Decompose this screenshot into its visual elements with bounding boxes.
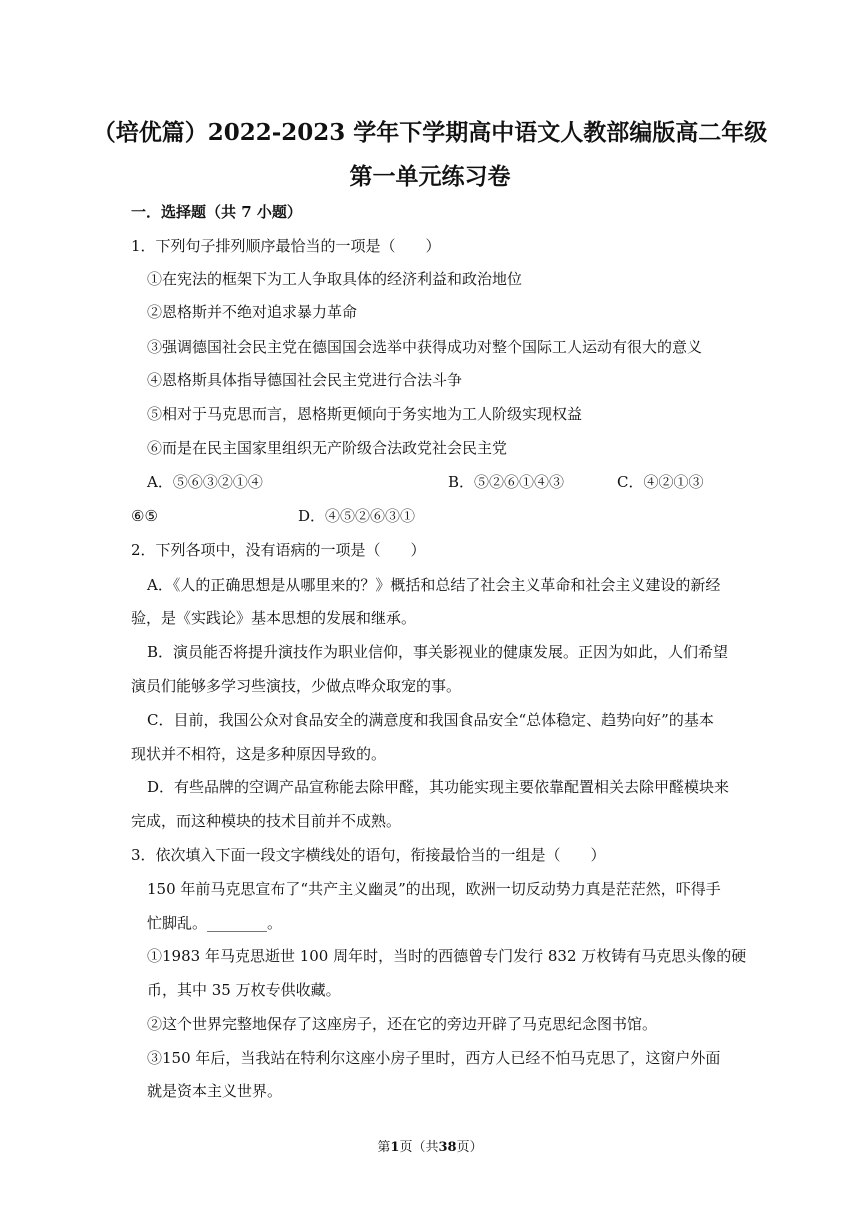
q2-option-a-line2: 验，是《实践论》基本思想的发展和继承。 [131,609,417,627]
q1-item-6: ⑥而是在民主国家里组织无产阶级合法政党社会民主党 [147,439,508,457]
q1-option-b: B．⑤②⑥①④③ [448,473,565,491]
q1-item-2: ②恩格斯并不绝对追求暴力革命 [147,303,358,321]
footer-middle: 页（共 [399,1140,439,1155]
q1-item-5: ⑤相对于马克思而言，恩格斯更倾向于务实地为工人阶级实现权益 [147,405,583,423]
q3-stem: 3．依次填入下面一段文字横线处的语句，衔接最恰当的一组是（ ） [131,846,606,864]
footer-suffix: 页） [456,1140,483,1155]
footer-page-number: 1 [390,1140,400,1155]
q1-option-c-continued: ⑥⑤ [131,507,158,525]
q1-item-4: ④恩格斯具体指导德国社会民主党进行合法斗争 [147,371,463,389]
footer-prefix: 第 [377,1140,391,1155]
q2-option-d-line2: 完成，而这种模块的技术目前并不成熟。 [131,812,402,830]
q3-passage-line1: 150 年前马克思宣布了“共产主义幽灵”的出现，欧洲一切反动势力真是茫茫然，吓得手 [147,880,721,898]
q2-option-b-line2: 演员们能够多学习些演技，少做点哗众取宠的事。 [131,677,462,695]
q1-stem: 1．下列句子排列顺序最恰当的一项是（ ） [131,237,441,255]
q1-item-3: ③强调德国社会民主党在德国国会选举中获得成功对整个国际工人运动有很大的意义 [147,338,703,356]
q2-option-c-line1: C．目前，我国公众对食品安全的满意度和我国食品安全“总体稳定、趋势向好”的基本 [147,711,714,729]
q2-option-d-line1: D．有些品牌的空调产品宣称能去除甲醛，其功能实现主要依靠配置相关去除甲醛模块来 [147,778,730,796]
q3-passage-line2: 忙脚乱。________。 [147,914,283,932]
q3-item-3-line1: ③150 年后，当我站在特利尔这座小房子里时，西方人已经不怕马克思了，这窗户外面 [147,1049,721,1067]
q3-item-3-line2: 就是资本主义世界。 [147,1082,283,1100]
footer-total-pages: 38 [438,1140,457,1155]
document-title-line1: （培优篇）2022-2023 学年下学期高中语文人教部编版高二年级 [92,119,768,146]
q1-item-1: ①在宪法的框架下为工人争取具体的经济利益和政治地位 [147,270,523,288]
document-title-line2: 第一单元练习卷 [349,163,511,190]
q1-option-d: D．④⑤②⑥③① [298,507,416,525]
q1-option-a: A．⑤⑥③②①④ [147,473,263,491]
section-heading: 一．选择题（共 7 小题） [131,203,302,221]
q1-option-c: C．④②①③ [617,473,704,491]
q2-stem: 2．下列各项中，没有语病的一项是（ ） [131,541,426,559]
q3-item-2: ②这个世界完整地保存了这座房子，还在它的旁边开辟了马克思纪念图书馆。 [147,1015,658,1033]
page-footer [0,1136,860,1155]
q3-item-1-line1: ①1983 年马克思逝世 100 周年时，当时的西德曾专门发行 832 万枚铸有马克思头像的硬 [147,947,747,965]
q3-item-1-line2: 币，其中 35 万枚专供收藏。 [147,981,341,999]
q2-option-b-line1: B．演员能否将提升演技作为职业信仰，事关影视业的健康发展。正因为如此，人们希望 [147,643,729,661]
q2-option-a-line1: A．《人的正确思想是从哪里来的？》概括和总结了社会主义革命和社会主义建设的新经 [147,576,721,594]
q2-option-c-line2: 现状并不相符，这是多种原因导致的。 [131,745,387,763]
